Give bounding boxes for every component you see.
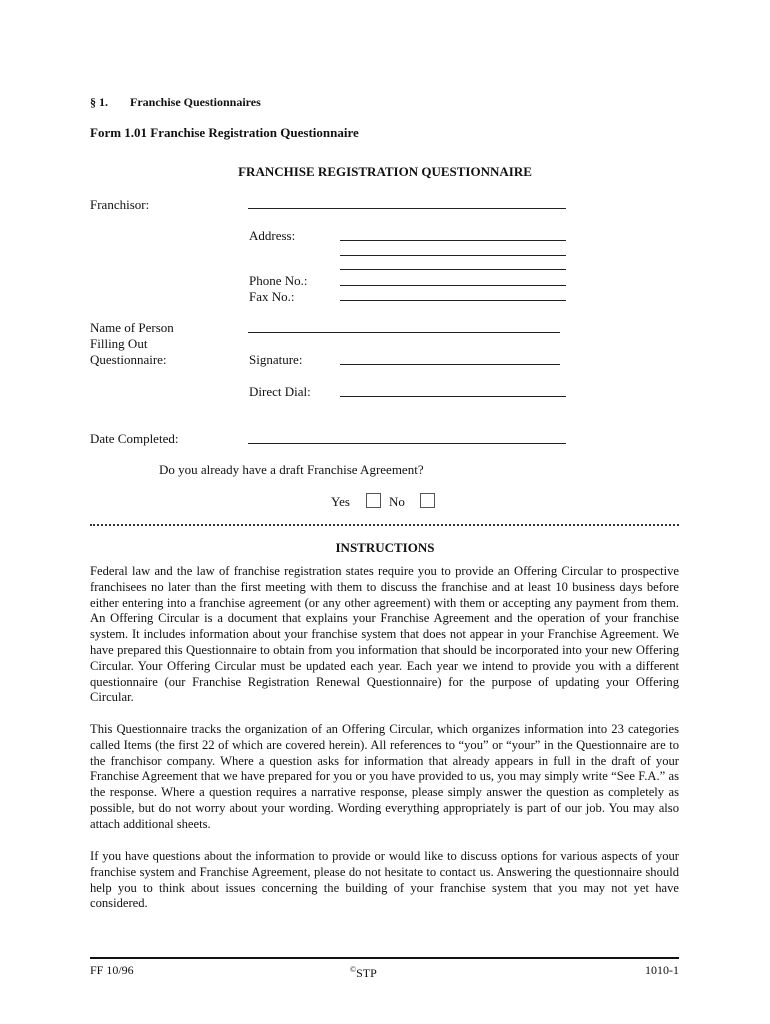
date-completed-label: Date Completed: <box>90 431 179 446</box>
signature-field[interactable] <box>340 364 560 365</box>
instructions-paragraph-3: If you have questions about the information to provide or would like to discuss options for various aspects of your franchise system and Franchise Agreement, please do not hesitate to contact us. Answering the questionnaire should help you to think about issues concerning the building of your franchise system that you may not yet have considered. <box>90 849 679 911</box>
section-title: Franchise Questionnaires <box>130 95 261 109</box>
name-label-line-2: Filling Out <box>90 336 148 351</box>
footer-page-number: 1010-1 <box>645 963 679 977</box>
name-label-line-3: Questionnaire: <box>90 352 167 367</box>
fax-label: Fax No.: <box>249 289 295 304</box>
form-heading: FRANCHISE REGISTRATION QUESTIONNAIRE <box>238 164 532 179</box>
footer-rule <box>90 957 679 959</box>
instructions-paragraph-2: This Questionnaire tracks the organization of an Offering Circular, which organizes information into 23 categories called Items (the first 22 of which are covered herein). All references to “you” or “your” in the Questionnaire are to the franchisor company. Where a question asks for information that already appears in full in the draft of your Franchise Agreement that we have prepared for you or you have provided to us, you may simply write “See F.A.” as the response. Where a question requires a narrative response, please simply answer the question as completely as possible, but do not worry about your wording. Wording everything appropriately is part of our job. You may also attach additional sheets. <box>90 722 679 831</box>
phone-label: Phone No.: <box>249 273 308 288</box>
no-checkbox[interactable] <box>420 493 435 508</box>
phone-field[interactable] <box>340 285 566 286</box>
no-label: No <box>389 494 405 509</box>
yes-label: Yes <box>331 494 350 509</box>
draft-agreement-question: Do you already have a draft Franchise Agreement? <box>159 462 424 477</box>
instructions-paragraph-1: Federal law and the law of franchise registration states require you to provide an Offering Circular to prospective franchisees no later than the first meeting with them to discuss the franchise and at least 10 business days before either entering into a franchise agreement (or any other agreement) with them or accepting any payment from them. An Offering Circular is a document that explains your Franchise Agreement and the operation of your franchise system. It includes information about your franchise system that does not appear in your Franchise Agreement. We have prepared this Questionnaire to obtain from you information that should be incorporated into your new Offering Circular. Your Offering Circular must be updated each year. Each year we intend to provide you with a different questionnaire (our Franchise Registration Renewal Questionnaire) for the purpose of updating your Offering Circular. <box>90 564 679 705</box>
address-field-line-3[interactable] <box>340 269 566 270</box>
footer-center-text: STP <box>356 966 377 980</box>
fax-field[interactable] <box>340 300 566 301</box>
date-completed-field[interactable] <box>248 443 566 444</box>
name-label-line-1: Name of Person <box>90 320 174 335</box>
franchisor-field[interactable] <box>248 208 566 209</box>
address-label: Address: <box>249 228 296 243</box>
section-number: § 1. <box>90 95 108 109</box>
footer-left: FF 10/96 <box>90 963 134 977</box>
footer-center <box>350 962 377 981</box>
copyright-mark: © <box>350 965 357 974</box>
direct-dial-label: Direct Dial: <box>249 384 311 399</box>
yes-checkbox[interactable] <box>366 493 381 508</box>
signature-label: Signature: <box>249 352 303 367</box>
franchisor-label: Franchisor: <box>90 197 150 212</box>
direct-dial-field[interactable] <box>340 396 566 397</box>
name-field[interactable] <box>248 332 560 333</box>
form-title: Form 1.01 Franchise Registration Questionnaire <box>90 125 359 140</box>
instructions-heading: INSTRUCTIONS <box>335 540 435 555</box>
address-field-line-2[interactable] <box>340 255 566 256</box>
dotted-divider <box>90 524 679 526</box>
address-field-line-1[interactable] <box>340 240 566 241</box>
